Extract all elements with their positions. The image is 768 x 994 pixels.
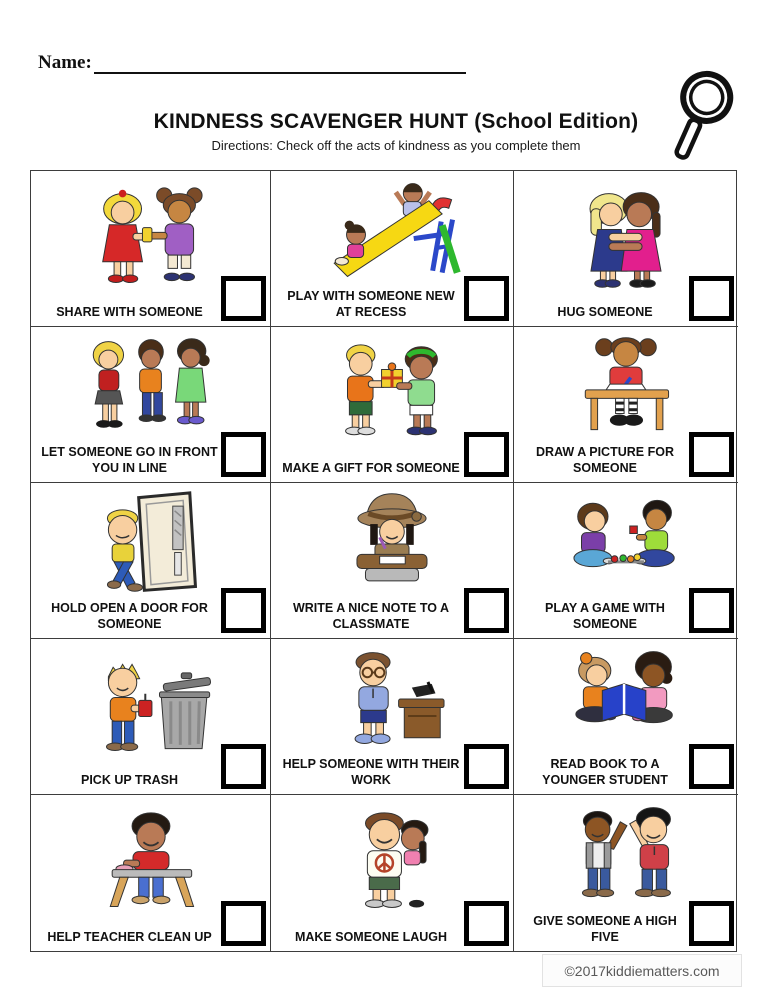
task-checkbox[interactable] — [689, 744, 734, 789]
task-checkbox[interactable] — [221, 432, 266, 477]
task-label: HOLD OPEN A DOOR FOR SOMEONE — [51, 600, 208, 631]
task-checkbox[interactable] — [464, 432, 509, 477]
task-checkbox[interactable] — [689, 588, 734, 633]
task-cell-draw — [514, 327, 738, 483]
task-checkbox[interactable] — [464, 744, 509, 789]
task-cell-gift — [271, 327, 514, 483]
task-checkbox[interactable] — [689, 276, 734, 321]
task-label: HELP TEACHER CLEAN UP — [47, 929, 212, 944]
kids-playing-game-illustration — [514, 483, 738, 600]
task-cell-read — [514, 639, 738, 795]
directions-text: Directions: Check off the acts of kindness as you complete them — [211, 138, 581, 153]
task-cell-door — [31, 483, 271, 639]
task-checkbox[interactable] — [221, 276, 266, 321]
copyright-credit: ©2017kiddiematters.com — [542, 954, 742, 987]
task-checkbox[interactable] — [221, 588, 266, 633]
three-kids-in-line-illustration — [31, 327, 270, 444]
worksheet-header — [0, 110, 768, 153]
task-label: PLAY A GAME WITH SOMEONE — [545, 600, 665, 631]
task-label: MAKE A GIFT FOR SOMEONE — [282, 460, 460, 475]
task-label: GIVE SOMEONE A HIGH FIVE — [533, 913, 677, 944]
name-input-line[interactable] — [94, 53, 466, 74]
task-cell-game — [514, 483, 738, 639]
kindness-task-grid — [30, 170, 737, 952]
task-label: SHARE WITH SOMEONE — [56, 304, 203, 319]
task-cell-note — [271, 483, 514, 639]
task-label: PICK UP TRASH — [80, 772, 178, 787]
task-cell-trash — [31, 639, 271, 795]
task-label: HELP SOMEONE WITH THEIR WORK — [282, 756, 460, 787]
task-cell-recess — [271, 171, 514, 327]
task-label: LET SOMEONE GO IN FRONT YOU IN LINE — [41, 444, 218, 475]
girl-drawing-illustration — [514, 327, 738, 444]
task-cell-help-work — [271, 639, 514, 795]
task-checkbox[interactable] — [221, 901, 266, 946]
task-cell-hug — [514, 171, 738, 327]
task-cell-high-five — [514, 795, 738, 951]
boy-with-glasses-illustration — [271, 639, 513, 756]
task-checkbox[interactable] — [689, 901, 734, 946]
task-cell-share — [31, 171, 271, 327]
task-label: DRAW A PICTURE FOR SOMEONE — [536, 444, 674, 475]
task-label: MAKE SOMEONE LAUGH — [294, 929, 448, 944]
task-checkbox[interactable] — [464, 276, 509, 321]
kids-reading-book-illustration — [514, 639, 738, 756]
task-cell-clean — [31, 795, 271, 951]
task-checkbox[interactable] — [464, 901, 509, 946]
task-label: HUG SOMEONE — [557, 304, 653, 319]
task-cell-line — [31, 327, 271, 483]
task-checkbox[interactable] — [689, 432, 734, 477]
task-label: WRITE A NICE NOTE TO A CLASSMATE — [292, 600, 450, 631]
boys-high-five-illustration — [514, 795, 738, 913]
task-label: PLAY WITH SOMEONE NEW AT RECESS — [287, 288, 455, 319]
task-label: READ BOOK TO A YOUNGER STUDENT — [542, 756, 668, 787]
name-label: Name: — [38, 52, 92, 73]
kids-on-slide-illustration — [271, 171, 513, 288]
name-field-row — [38, 52, 466, 74]
girl-writing-note-illustration — [271, 483, 513, 600]
page-title: KINDNESS SCAVENGER HUNT (School Edition) — [153, 110, 639, 133]
task-checkbox[interactable] — [464, 588, 509, 633]
task-checkbox[interactable] — [221, 744, 266, 789]
boy-holding-door-illustration — [31, 483, 270, 600]
task-cell-laugh — [271, 795, 514, 951]
